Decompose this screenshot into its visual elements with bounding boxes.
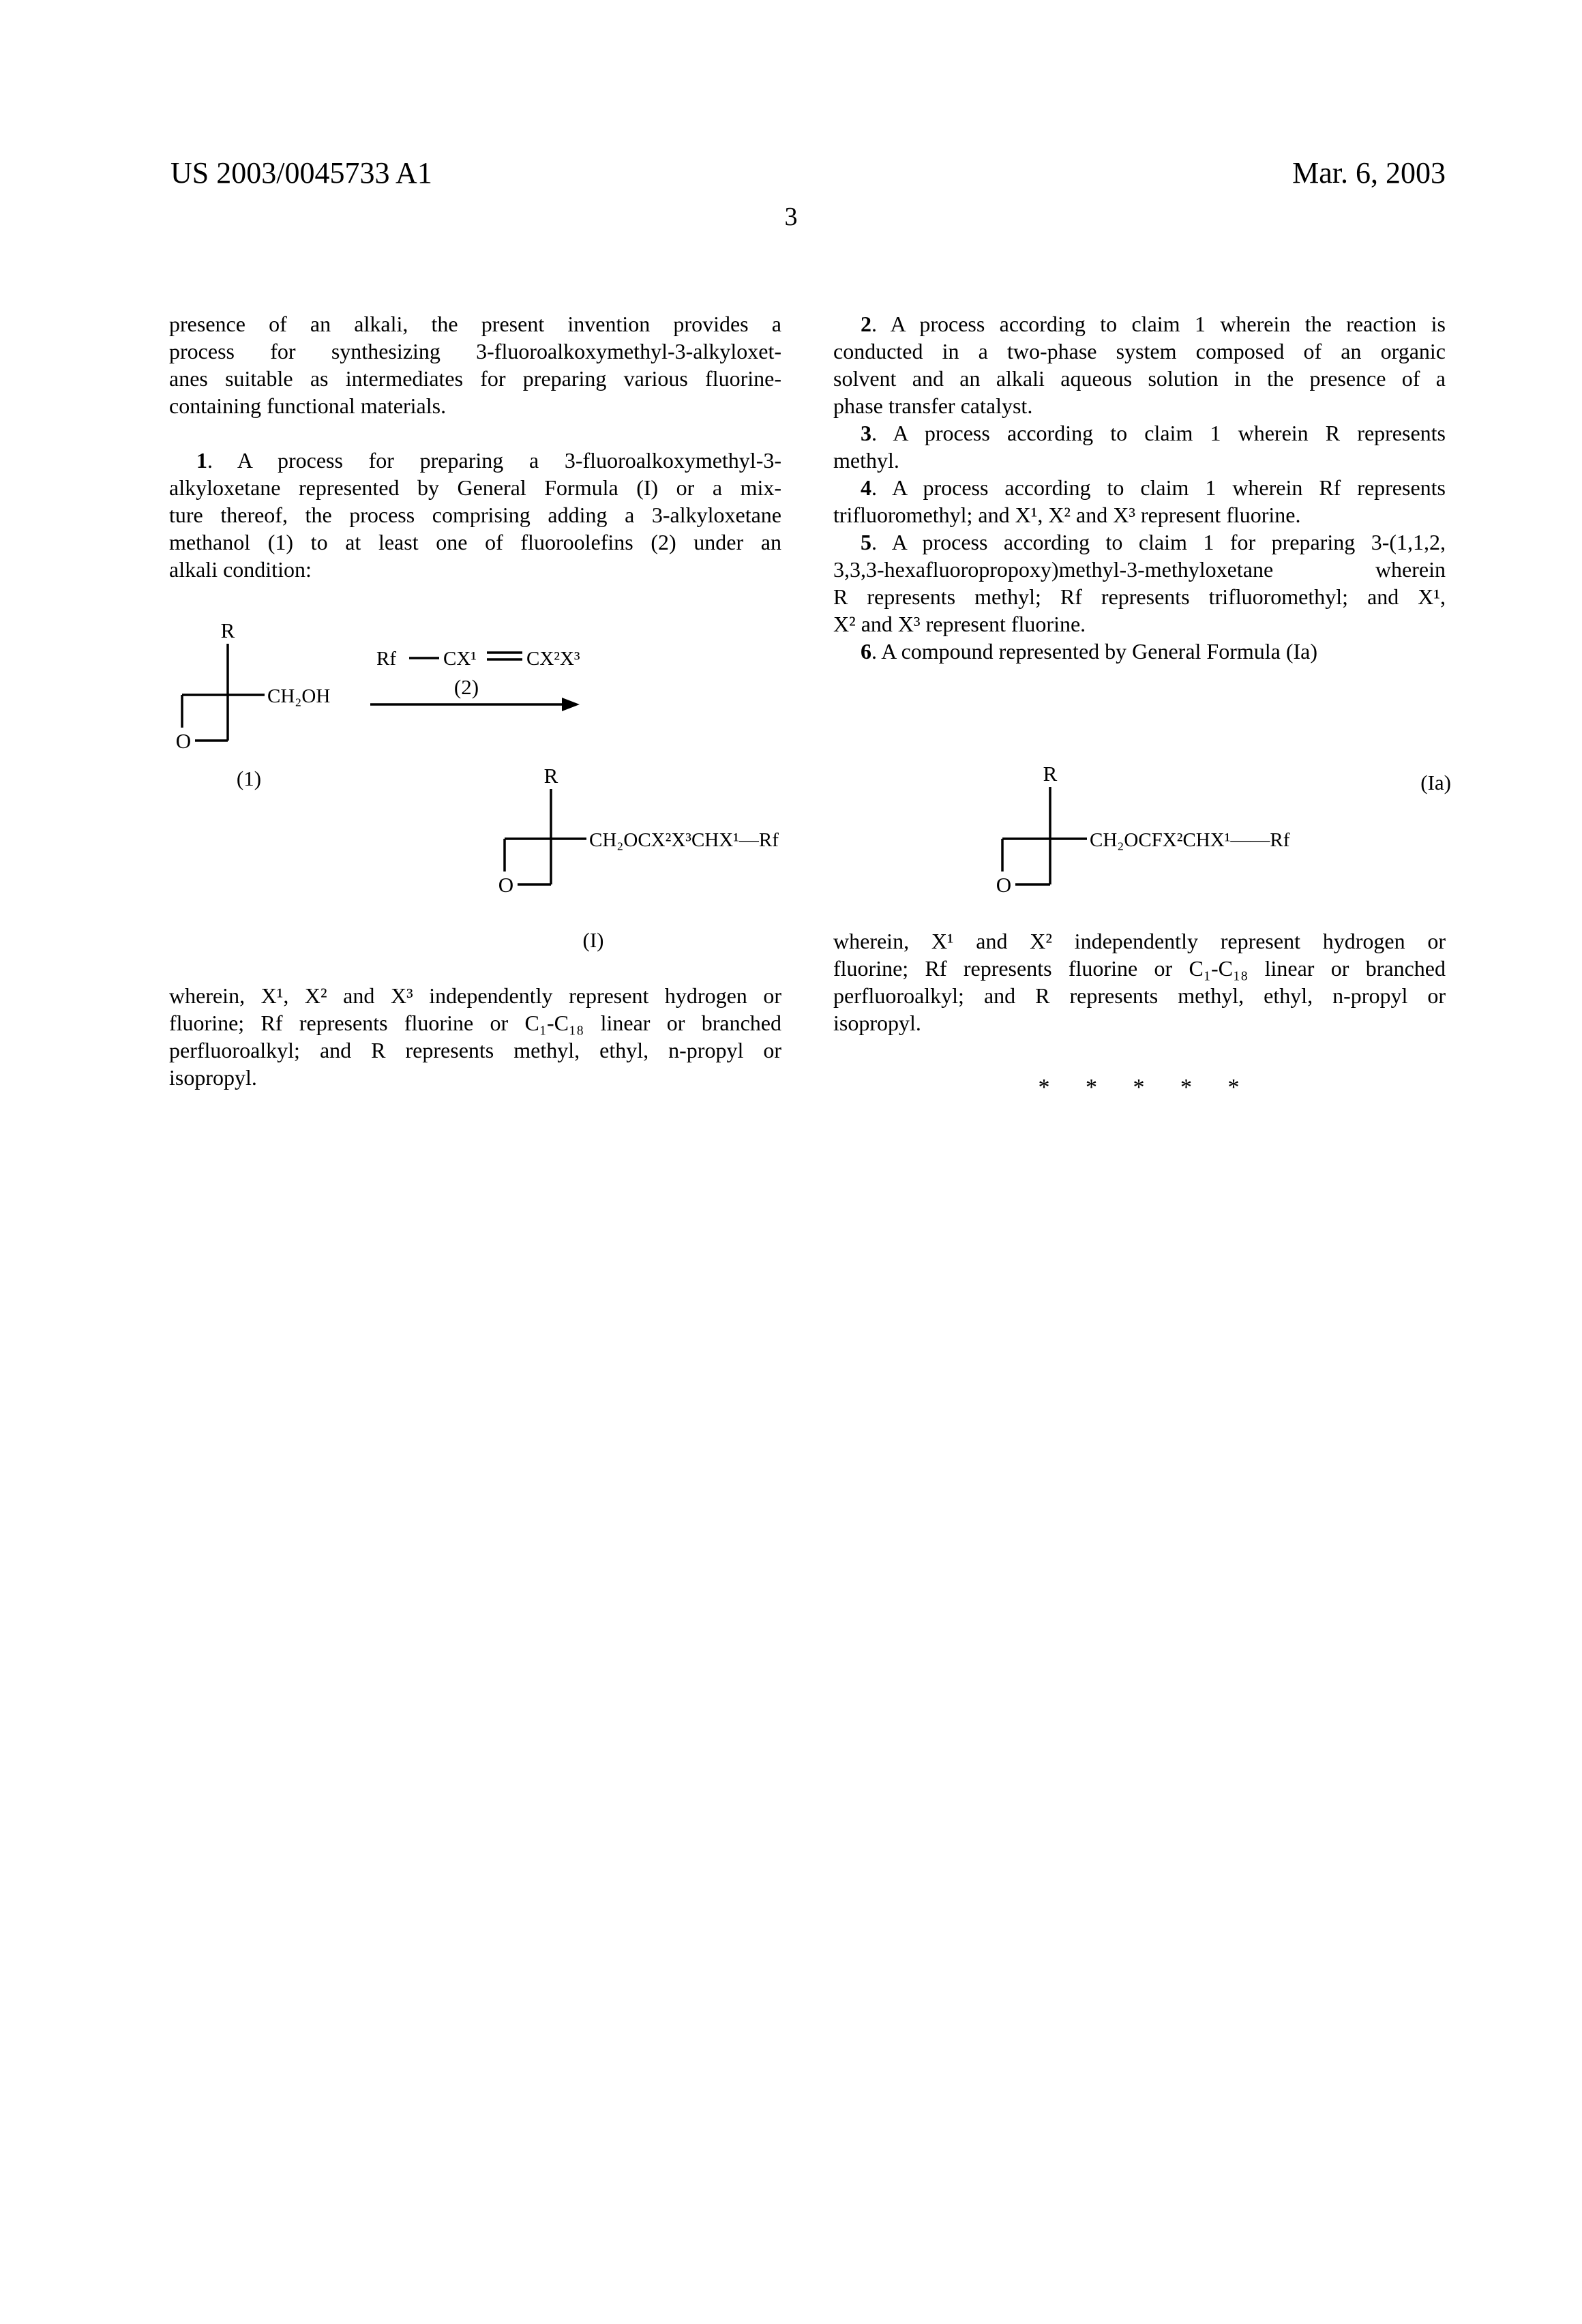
- claim-number: 1: [196, 448, 207, 473]
- formula-2-label: (2): [453, 675, 479, 699]
- intro-paragraph: [169, 310, 781, 419]
- claim-first-line: [169, 447, 781, 474]
- text-line: methyl.: [833, 448, 899, 473]
- structure-I: [498, 764, 779, 952]
- text-line: ture thereof, the process comprising adding a 3-alkyloxetane: [169, 503, 781, 527]
- text-line: X² and X³ represent fluorine.: [833, 612, 1086, 636]
- claim-text: . A process according to claim 1 wherein the reaction is: [871, 312, 1446, 336]
- publication-number: US 2003/0045733 A1: [170, 156, 432, 190]
- claim-first-line: [833, 474, 1446, 501]
- text-line: isopropyl.: [833, 1011, 921, 1035]
- side-chain-label: CH₂OCFX²CHX¹——Rf: [1090, 829, 1290, 851]
- structure-1: [176, 619, 331, 790]
- claim-2: [833, 310, 1446, 419]
- formula-ia-diagram: [833, 750, 1461, 927]
- claim-first-line: [833, 419, 1446, 447]
- text-line: wherein, X¹ and X² independently represent hydrogen or: [833, 929, 1446, 953]
- structure-Ia: [996, 762, 1290, 897]
- claim-text: . A compound represented by General Formula (Ia): [871, 639, 1318, 664]
- claim-number: 6: [861, 639, 871, 664]
- text-line: fluorine; Rf represents fluorine or C₁-C₁₈ linear or branched: [833, 956, 1446, 981]
- claim-number: 5: [861, 530, 871, 554]
- reaction-scheme: [169, 614, 796, 982]
- substituent-r-label: R: [220, 619, 235, 642]
- publication-date: Mar. 6, 2003: [1292, 156, 1446, 190]
- claim-3: [833, 419, 1446, 474]
- text-line: process for synthesizing 3-fluoroalkoxymethyl-3-alkyloxet-: [169, 339, 781, 363]
- formula-ia-label: (Ia): [1420, 771, 1451, 794]
- ring-oxygen-label: O: [498, 873, 514, 897]
- wherein-paragraph-right: [833, 927, 1446, 1037]
- page-header: [0, 155, 1582, 190]
- text-line: conducted in a two-phase system composed of an organic: [833, 339, 1446, 363]
- text-line: solvent and an alkali aqueous solution in the presence of a: [833, 366, 1446, 391]
- reagent-cx2x3-label: CX²X³: [526, 648, 580, 670]
- text-line: containing functional materials.: [169, 393, 447, 418]
- substituent-r-label: R: [1043, 762, 1058, 786]
- claim-number: 2: [861, 312, 871, 336]
- text-line: fluorine; Rf represents fluorine or C₁-C₁₈ linear or branched: [169, 1011, 781, 1035]
- reagent-rf-label: Rf: [376, 648, 396, 670]
- text-line: phase transfer catalyst.: [833, 393, 1033, 418]
- claim-text: . A process according to claim 1 wherein R represents: [871, 421, 1446, 445]
- text-line: anes suitable as intermediates for preparing various fluorine-: [169, 366, 781, 391]
- side-chain-label: CH₂OCX²X³CHX¹—Rf: [589, 829, 779, 851]
- claim-first-line: [833, 638, 1446, 665]
- reaction-arrow-head: [562, 698, 580, 711]
- claim-5: [833, 528, 1446, 638]
- claim-text: . A process according to claim 1 wherein Rf represents: [871, 475, 1446, 500]
- page-number: 3: [784, 203, 798, 231]
- ring-oxygen-label: O: [996, 873, 1012, 897]
- reagent-cx1-label: CX¹: [443, 648, 477, 670]
- claim-number: 4: [861, 475, 871, 500]
- right-column: [833, 310, 1451, 1101]
- text-line: isopropyl.: [169, 1065, 257, 1090]
- text-line: trifluoromethyl; and X¹, X² and X³ represent fluorine.: [833, 503, 1301, 527]
- reagent-2: [370, 648, 580, 711]
- claim-text: . A process according to claim 1 for preparing 3-(1,1,2,: [871, 530, 1446, 554]
- left-column: [169, 310, 781, 1091]
- substituent-r-label: R: [543, 764, 558, 788]
- text-line: methanol (1) to at least one of fluoroolefins (2) under an: [169, 530, 781, 554]
- claim-text: . A process for preparing a 3-fluoroalkoxymethyl-3-: [207, 448, 781, 473]
- text-line: 3,3,3-hexafluoropropoxy)methyl-3-methyloxetane wherein: [833, 557, 1446, 582]
- claim-4: [833, 474, 1446, 528]
- text-line: R represents methyl; Rf represents trifluoromethyl; and X¹,: [833, 584, 1446, 609]
- ring-oxygen-label: O: [175, 729, 192, 753]
- text-line: perfluoroalkyl; and R represents methyl, ethyl, n-propyl or: [169, 1038, 781, 1062]
- end-of-claims-asterisks: * * * * *: [1038, 1075, 1241, 1100]
- claim-6: [833, 638, 1446, 665]
- text-line: presence of an alkali, the present invention provides a: [169, 312, 781, 336]
- text-line: alkyloxetane represented by General Formula (I) or a mix-: [169, 475, 781, 500]
- claim-number: 3: [861, 421, 871, 445]
- text-line: perfluoroalkyl; and R represents methyl, ethyl, n-propyl or: [833, 983, 1446, 1008]
- text-line: alkali condition:: [169, 557, 312, 582]
- formula-I-label: (I): [582, 928, 604, 952]
- side-chain-label: CH₂OH: [267, 685, 331, 707]
- wherein-paragraph-left: [169, 982, 781, 1091]
- claim-first-line: [833, 528, 1446, 556]
- text-line: wherein, X¹, X² and X³ independently represent hydrogen or: [169, 983, 781, 1008]
- formula-1-label: (1): [236, 766, 262, 790]
- claim-1: [169, 447, 781, 583]
- claim-first-line: [833, 310, 1446, 338]
